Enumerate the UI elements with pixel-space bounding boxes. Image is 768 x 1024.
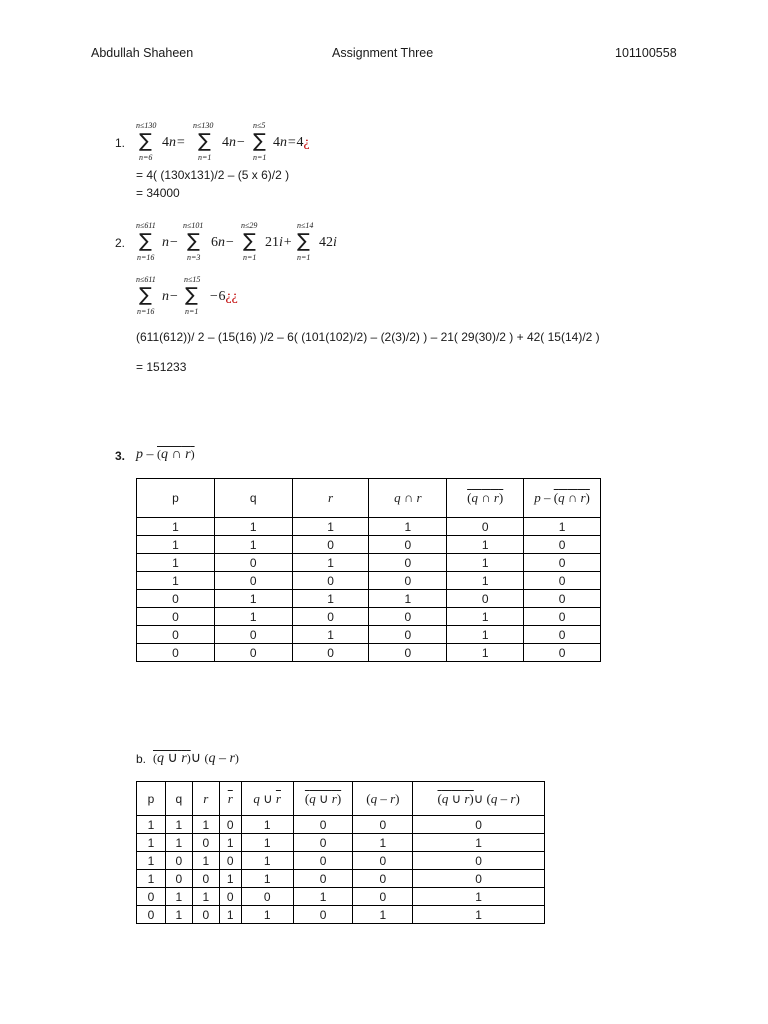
- table-cell: 1: [137, 870, 166, 888]
- table-cell: 1: [214, 608, 292, 626]
- column-header-result: (q ∪ r)∪ (q – r): [413, 782, 545, 816]
- question-3-number: 3.: [115, 449, 126, 463]
- table-row: [137, 888, 545, 906]
- table-cell: 1: [165, 906, 192, 924]
- table-cell: 1: [241, 852, 293, 870]
- table-cell: 0: [214, 644, 292, 662]
- table-row: [137, 816, 545, 834]
- table-cell: 1: [447, 626, 524, 644]
- table-cell: 0: [192, 834, 219, 852]
- table-cell: 1: [413, 906, 545, 924]
- table-cell: 0: [192, 870, 219, 888]
- table-cell: 0: [293, 834, 353, 852]
- table-cell: 1: [137, 816, 166, 834]
- question-2-number: 2.: [115, 236, 126, 250]
- table-row: [137, 906, 545, 924]
- table-cell: 0: [524, 626, 601, 644]
- table-cell: 0: [524, 536, 601, 554]
- table-cell: 0: [524, 590, 601, 608]
- column-header-not-q-or-not-r: (q ∪ r): [293, 782, 353, 816]
- table-cell: 0: [292, 644, 369, 662]
- table-row: [137, 644, 601, 662]
- table-row: [137, 572, 601, 590]
- table-cell: 1: [165, 834, 192, 852]
- table-row: [137, 554, 601, 572]
- table-cell: 0: [214, 626, 292, 644]
- truth-table-1: [136, 478, 601, 662]
- question-2-formula: n≤611 ∑ n=16 n− n≤101 ∑ n=3 6n− n≤29 ∑ n=1 21i+ n≤14 ∑ n=1 42i: [136, 221, 337, 262]
- table-cell: 0: [447, 590, 524, 608]
- table-cell: 0: [353, 888, 413, 906]
- table-cell: 0: [219, 852, 241, 870]
- table-cell: 0: [413, 816, 545, 834]
- table-cell: 0: [524, 644, 601, 662]
- table-cell: 1: [292, 518, 369, 536]
- table-cell: 1: [293, 888, 353, 906]
- table-cell: 1: [447, 608, 524, 626]
- table-row: [137, 870, 545, 888]
- table-cell: 1: [353, 834, 413, 852]
- table-cell: 0: [524, 554, 601, 572]
- part-b-expression: (q ∪ r)∪ (q – r): [153, 751, 239, 766]
- table-cell: 1: [413, 888, 545, 906]
- table-cell: 1: [165, 816, 192, 834]
- question-1-result: = 34000: [136, 186, 180, 200]
- table-cell: 0: [293, 870, 353, 888]
- table-cell: 1: [192, 852, 219, 870]
- table-cell: 1: [353, 906, 413, 924]
- question-1-formula: n≤130 ∑ n=6 4n= n≤130 ∑ n=1 4n− n≤5 ∑ n=1 4n=4¿: [136, 121, 310, 162]
- table-cell: 0: [369, 536, 447, 554]
- table-cell: 1: [292, 590, 369, 608]
- table-cell: 1: [137, 852, 166, 870]
- column-header-q-or-not-r: q ∪ $\overline{r}$: [241, 782, 293, 816]
- author-name: Abdullah Shaheen: [91, 46, 194, 60]
- table-header-row: [137, 479, 601, 518]
- table-cell: 1: [447, 554, 524, 572]
- table-cell: 0: [214, 554, 292, 572]
- table-row: [137, 852, 545, 870]
- column-header-r: r: [292, 479, 369, 518]
- table-cell: 1: [137, 834, 166, 852]
- table-cell: 1: [137, 536, 215, 554]
- column-header-q: q: [214, 479, 292, 518]
- question-3-expression: p – (q ∩ r): [136, 447, 195, 462]
- table-cell: 1: [447, 644, 524, 662]
- column-header-q: q: [165, 782, 192, 816]
- table-cell: 0: [369, 626, 447, 644]
- table-cell: 0: [219, 816, 241, 834]
- table-cell: 0: [447, 518, 524, 536]
- table-cell: 0: [137, 590, 215, 608]
- table-row: [137, 834, 545, 852]
- table-cell: 0: [293, 906, 353, 924]
- table-cell: 0: [369, 572, 447, 590]
- student-id: 101100558: [615, 46, 677, 60]
- table-cell: 1: [241, 834, 293, 852]
- column-header-q-and-r: q ∩ r: [369, 479, 447, 518]
- table-row: [137, 518, 601, 536]
- table-cell: 0: [165, 870, 192, 888]
- table-cell: 0: [214, 572, 292, 590]
- table-cell: 0: [192, 906, 219, 924]
- table-cell: 0: [137, 906, 166, 924]
- table-cell: 0: [369, 644, 447, 662]
- part-b-label: b.: [136, 752, 147, 766]
- question-1-step: = 4( (130x131)/2 – (5 x 6)/2 ): [136, 168, 290, 182]
- table-cell: 0: [292, 608, 369, 626]
- table-header-row: [137, 782, 545, 816]
- column-header-r: r: [192, 782, 219, 816]
- table-cell: 1: [369, 518, 447, 536]
- table-cell: 0: [413, 870, 545, 888]
- table-cell: 1: [219, 834, 241, 852]
- table-cell: 0: [353, 870, 413, 888]
- table-cell: 1: [241, 816, 293, 834]
- table-cell: 0: [293, 852, 353, 870]
- column-header-p: p: [137, 782, 166, 816]
- table-cell: 1: [524, 518, 601, 536]
- table-cell: 0: [137, 644, 215, 662]
- table-row: [137, 608, 601, 626]
- table-cell: 0: [369, 608, 447, 626]
- table-cell: 1: [165, 888, 192, 906]
- table-cell: 0: [165, 852, 192, 870]
- table-cell: 1: [292, 626, 369, 644]
- table-cell: 1: [241, 906, 293, 924]
- table-cell: 1: [192, 888, 219, 906]
- table-cell: 0: [413, 852, 545, 870]
- table-cell: 1: [192, 816, 219, 834]
- truth-table-2: [136, 781, 545, 924]
- column-header-q-minus-r: (q – r): [353, 782, 413, 816]
- table-cell: 0: [137, 888, 166, 906]
- table-cell: 1: [137, 554, 215, 572]
- table-cell: 0: [524, 572, 601, 590]
- table-cell: 1: [214, 518, 292, 536]
- table-cell: 1: [219, 906, 241, 924]
- table-cell: 0: [292, 572, 369, 590]
- table-cell: 0: [241, 888, 293, 906]
- question-2-formula-continued: n≤611 ∑ n=16 n− n≤15 ∑ n=1 −6¿¿: [136, 275, 238, 316]
- table-cell: 0: [524, 608, 601, 626]
- column-header-not-r: $\overline{r}$: [219, 782, 241, 816]
- question-2-result: = 151233: [136, 360, 187, 374]
- column-header-p: p: [137, 479, 215, 518]
- table-cell: 0: [369, 554, 447, 572]
- table-cell: 0: [292, 536, 369, 554]
- table-cell: 0: [353, 816, 413, 834]
- table-cell: 1: [447, 536, 524, 554]
- table-cell: 0: [137, 608, 215, 626]
- table-row: [137, 626, 601, 644]
- table-cell: 1: [413, 834, 545, 852]
- table-cell: 1: [241, 870, 293, 888]
- table-cell: 1: [292, 554, 369, 572]
- table-cell: 1: [369, 590, 447, 608]
- table-cell: 1: [447, 572, 524, 590]
- document-title: Assignment Three: [332, 46, 434, 60]
- question-1-number: 1.: [115, 136, 126, 150]
- table-cell: 1: [219, 870, 241, 888]
- table-cell: 0: [137, 626, 215, 644]
- table-cell: 0: [219, 888, 241, 906]
- table-cell: 1: [214, 536, 292, 554]
- column-header-p-minus-not-q-and-r: p – (q ∩ r): [524, 479, 601, 518]
- question-2-step: (611(612))/ 2 – (15(16) )/2 – 6( (101(102)/2) – (2(3)/2) ) – 21( 29(30)/2 ) + 42( 15(14)/2 ): [136, 330, 600, 344]
- table-cell: 0: [293, 816, 353, 834]
- table-cell: 1: [137, 572, 215, 590]
- table-row: [137, 590, 601, 608]
- table-cell: 1: [214, 590, 292, 608]
- table-cell: 1: [137, 518, 215, 536]
- table-row: [137, 536, 601, 554]
- table-cell: 0: [353, 852, 413, 870]
- column-header-not-q-and-r: (q ∩ r): [447, 479, 524, 518]
